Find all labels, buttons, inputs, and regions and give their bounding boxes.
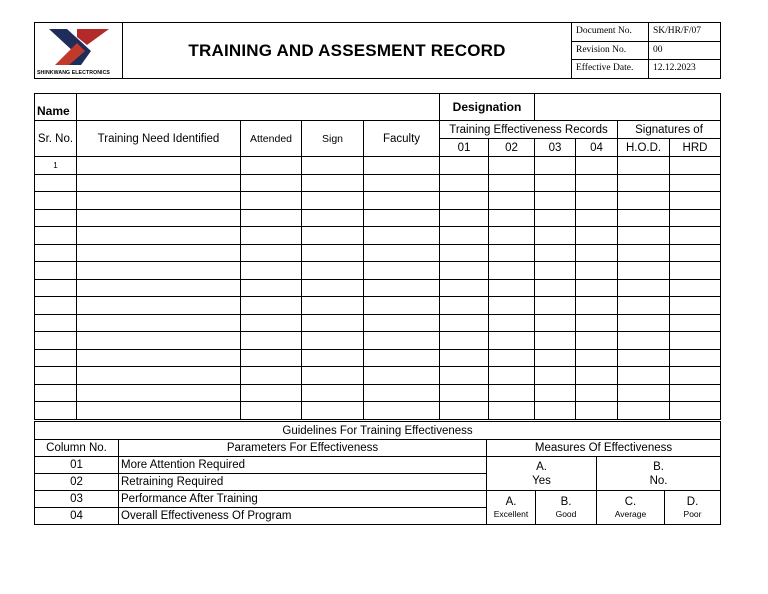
eff-04-cell[interactable] (576, 349, 618, 367)
hrd-sign-cell[interactable] (670, 384, 721, 402)
sign-cell[interactable] (302, 209, 364, 227)
eff-02-cell[interactable] (489, 279, 535, 297)
eff-03-cell[interactable] (535, 332, 576, 350)
hrd-sign-cell[interactable] (670, 157, 721, 175)
designation-field[interactable] (535, 94, 721, 121)
hrd-sign-cell[interactable] (670, 262, 721, 280)
attended-cell[interactable] (241, 174, 302, 192)
training-need-cell[interactable] (77, 157, 241, 175)
eff-02-cell[interactable] (489, 157, 535, 175)
training-need-cell[interactable] (77, 262, 241, 280)
meta-value: 00 (653, 45, 663, 55)
eff-03-cell[interactable] (535, 402, 576, 420)
name-label: Name (35, 94, 77, 121)
company-logo (35, 23, 123, 78)
attended-cell[interactable] (241, 297, 302, 315)
eff-04-cell[interactable] (576, 297, 618, 315)
meta-label: Effective Date. (576, 63, 634, 73)
col-header-eff-03: 03 (535, 139, 576, 157)
faculty-cell[interactable] (364, 349, 440, 367)
hrd-sign-cell[interactable] (670, 349, 721, 367)
param-text: Retraining Required (119, 474, 487, 491)
eff-04-cell[interactable] (576, 332, 618, 350)
hrd-sign-cell[interactable] (670, 314, 721, 332)
hod-sign-cell[interactable] (618, 262, 670, 280)
sign-cell[interactable] (302, 367, 364, 385)
training-need-cell[interactable] (77, 384, 241, 402)
sr-no-cell[interactable] (35, 297, 77, 315)
measure-no (597, 457, 721, 491)
eff-02-cell[interactable] (489, 174, 535, 192)
record-row (35, 367, 721, 385)
training-need-cell[interactable] (77, 209, 241, 227)
hod-sign-cell[interactable] (618, 349, 670, 367)
training-need-cell[interactable] (77, 244, 241, 262)
eff-01-cell[interactable] (440, 349, 489, 367)
sr-no-cell[interactable] (35, 349, 77, 367)
attended-cell[interactable] (241, 244, 302, 262)
guidelines-measures-header: Measures Of Effectiveness (487, 440, 721, 457)
attended-cell[interactable] (241, 402, 302, 420)
eff-02-cell[interactable] (489, 332, 535, 350)
record-row (35, 332, 721, 350)
record-row (35, 349, 721, 367)
eff-02-cell[interactable] (489, 314, 535, 332)
param-text: Performance After Training (119, 491, 487, 508)
measure-word: No. (649, 474, 668, 487)
record-row (35, 314, 721, 332)
hrd-sign-cell[interactable] (670, 367, 721, 385)
hrd-sign-cell[interactable] (670, 244, 721, 262)
hod-sign-cell[interactable] (618, 227, 670, 245)
eff-03-cell[interactable] (535, 209, 576, 227)
eff-01-cell[interactable] (440, 402, 489, 420)
sr-no-cell[interactable] (35, 262, 77, 280)
guidelines-title: Guidelines For Training Effectiveness (35, 422, 721, 440)
record-row (35, 384, 721, 402)
guidelines-params-header: Parameters For Effectiveness (119, 440, 487, 457)
guidelines-table (34, 421, 721, 525)
hrd-sign-cell[interactable] (670, 297, 721, 315)
col-header-hrd: HRD (670, 139, 721, 157)
sign-cell[interactable] (302, 297, 364, 315)
attended-cell[interactable] (241, 209, 302, 227)
grade-letter: D. (686, 496, 699, 508)
sign-cell[interactable] (302, 384, 364, 402)
grade-word: Good (555, 509, 577, 519)
faculty-cell[interactable] (364, 384, 440, 402)
grade-good (536, 491, 597, 525)
faculty-cell[interactable] (364, 402, 440, 420)
eff-01-cell[interactable] (440, 227, 489, 245)
attended-cell[interactable] (241, 314, 302, 332)
eff-03-cell[interactable] (535, 279, 576, 297)
param-col-no: 02 (35, 474, 119, 491)
hrd-sign-cell[interactable] (670, 192, 721, 210)
eff-04-cell[interactable] (576, 227, 618, 245)
eff-02-cell[interactable] (489, 192, 535, 210)
col-header-eff-04: 04 (576, 139, 618, 157)
eff-04-cell[interactable] (576, 402, 618, 420)
eff-01-cell[interactable] (440, 174, 489, 192)
sr-no-cell[interactable] (35, 279, 77, 297)
eff-02-cell[interactable] (489, 349, 535, 367)
eff-03-cell[interactable] (535, 227, 576, 245)
grade-excellent (487, 491, 536, 525)
faculty-cell[interactable] (364, 297, 440, 315)
eff-01-cell[interactable] (440, 209, 489, 227)
record-row (35, 279, 721, 297)
hrd-sign-cell[interactable] (670, 332, 721, 350)
eff-01-cell[interactable] (440, 192, 489, 210)
sign-cell[interactable] (302, 314, 364, 332)
sign-cell[interactable] (302, 262, 364, 280)
hod-sign-cell[interactable] (618, 244, 670, 262)
param-col-no: 03 (35, 491, 119, 508)
sign-cell[interactable] (302, 192, 364, 210)
eff-03-cell[interactable] (535, 314, 576, 332)
eff-02-cell[interactable] (489, 297, 535, 315)
col-header-hod: H.O.D. (618, 139, 670, 157)
sign-cell[interactable] (302, 402, 364, 420)
record-row (35, 402, 721, 420)
training-need-cell[interactable] (77, 192, 241, 210)
eff-04-cell[interactable] (576, 244, 618, 262)
attended-cell[interactable] (241, 384, 302, 402)
col-header-signatures-group: Signatures of (618, 121, 721, 139)
record-row (35, 209, 721, 227)
designation-label: Designation (440, 94, 535, 121)
sign-cell[interactable] (302, 349, 364, 367)
eff-04-cell[interactable] (576, 279, 618, 297)
training-need-cell[interactable] (77, 367, 241, 385)
eff-03-cell[interactable] (535, 244, 576, 262)
sr-no-cell[interactable] (35, 402, 77, 420)
hod-sign-cell[interactable] (618, 157, 670, 175)
hrd-sign-cell[interactable] (670, 402, 721, 420)
grade-word: Poor (683, 509, 702, 519)
measure-word: Yes (532, 474, 551, 487)
meta-value: 12.12.2023 (653, 63, 696, 73)
grade-word: Average (614, 509, 647, 519)
sr-no-cell[interactable] (35, 384, 77, 402)
attended-cell[interactable] (241, 349, 302, 367)
eff-01-cell[interactable] (440, 297, 489, 315)
sign-cell[interactable] (302, 332, 364, 350)
sign-cell[interactable] (302, 174, 364, 192)
record-row (35, 227, 721, 245)
sr-no-cell[interactable] (35, 314, 77, 332)
grade-poor (665, 491, 721, 525)
training-need-cell[interactable] (77, 227, 241, 245)
sr-no-cell[interactable]: 1 (35, 157, 77, 175)
training-need-cell[interactable] (77, 297, 241, 315)
eff-01-cell[interactable] (440, 157, 489, 175)
hod-sign-cell[interactable] (618, 332, 670, 350)
faculty-cell[interactable] (364, 192, 440, 210)
record-row (35, 244, 721, 262)
eff-03-cell[interactable] (535, 349, 576, 367)
col-header-effectiveness-group: Training Effectiveness Records (440, 121, 618, 139)
meta-effective-date (572, 59, 720, 78)
param-text: More Attention Required (119, 457, 487, 474)
faculty-cell[interactable] (364, 262, 440, 280)
training-need-cell[interactable] (77, 174, 241, 192)
attended-cell[interactable] (241, 279, 302, 297)
hrd-sign-cell[interactable] (670, 209, 721, 227)
document-title: TRAINING AND ASSESMENT RECORD (123, 23, 572, 78)
grade-average (597, 491, 665, 525)
hod-sign-cell[interactable] (618, 174, 670, 192)
faculty-cell[interactable] (364, 174, 440, 192)
sign-cell[interactable] (302, 157, 364, 175)
sr-no-cell[interactable] (35, 367, 77, 385)
col-header-attended: Attended (241, 121, 302, 157)
col-header-faculty: Faculty (364, 121, 440, 157)
attended-cell[interactable] (241, 157, 302, 175)
eff-03-cell[interactable] (535, 192, 576, 210)
record-row (35, 192, 721, 210)
faculty-cell[interactable] (364, 332, 440, 350)
eff-01-cell[interactable] (440, 332, 489, 350)
sign-cell[interactable] (302, 227, 364, 245)
eff-03-cell[interactable] (535, 367, 576, 385)
eff-04-cell[interactable] (576, 314, 618, 332)
eff-02-cell[interactable] (489, 402, 535, 420)
record-row (35, 174, 721, 192)
eff-02-cell[interactable] (489, 367, 535, 385)
eff-01-cell[interactable] (440, 244, 489, 262)
eff-01-cell[interactable] (440, 384, 489, 402)
grade-letter: C. (624, 496, 637, 508)
hod-sign-cell[interactable] (618, 279, 670, 297)
eff-03-cell[interactable] (535, 262, 576, 280)
param-text: Overall Effectiveness Of Program (119, 508, 487, 525)
faculty-cell[interactable] (364, 227, 440, 245)
sr-no-cell[interactable] (35, 227, 77, 245)
col-header-eff-02: 02 (489, 139, 535, 157)
meta-revision-no (572, 41, 720, 60)
hod-sign-cell[interactable] (618, 297, 670, 315)
col-header-sr-no: Sr. No. (35, 121, 77, 157)
measure-letter: B. (653, 460, 664, 473)
eff-04-cell[interactable] (576, 209, 618, 227)
hod-sign-cell[interactable] (618, 209, 670, 227)
measure-yes (487, 457, 597, 491)
faculty-cell[interactable] (364, 279, 440, 297)
training-need-cell[interactable] (77, 332, 241, 350)
eff-02-cell[interactable] (489, 384, 535, 402)
eff-04-cell[interactable] (576, 157, 618, 175)
eff-03-cell[interactable] (535, 384, 576, 402)
grade-word: Excellent (493, 509, 529, 519)
training-need-cell[interactable] (77, 279, 241, 297)
eff-04-cell[interactable] (576, 384, 618, 402)
attended-cell[interactable] (241, 332, 302, 350)
attended-cell[interactable] (241, 227, 302, 245)
record-row (35, 297, 721, 315)
training-need-cell[interactable] (77, 314, 241, 332)
eff-01-cell[interactable] (440, 279, 489, 297)
meta-label: Document No. (576, 26, 632, 36)
document-meta (572, 23, 720, 78)
param-col-no: 04 (35, 508, 119, 525)
sr-no-cell[interactable] (35, 192, 77, 210)
training-need-cell[interactable] (77, 402, 241, 420)
faculty-cell[interactable] (364, 157, 440, 175)
meta-label: Revision No. (576, 45, 627, 55)
hod-sign-cell[interactable] (618, 314, 670, 332)
eff-04-cell[interactable] (576, 174, 618, 192)
eff-02-cell[interactable] (489, 244, 535, 262)
name-field[interactable] (77, 94, 440, 121)
document-header (34, 22, 721, 79)
faculty-cell[interactable] (364, 314, 440, 332)
sr-no-cell[interactable] (35, 244, 77, 262)
eff-03-cell[interactable] (535, 157, 576, 175)
attended-cell[interactable] (241, 367, 302, 385)
col-header-eff-01: 01 (440, 139, 489, 157)
sr-no-cell[interactable] (35, 174, 77, 192)
record-row (35, 157, 721, 175)
eff-01-cell[interactable] (440, 367, 489, 385)
measure-letter: A. (536, 460, 547, 473)
grade-letter: A. (505, 496, 517, 508)
record-row (35, 262, 721, 280)
eff-02-cell[interactable] (489, 209, 535, 227)
faculty-cell[interactable] (364, 209, 440, 227)
training-record-table (34, 93, 721, 420)
attended-cell[interactable] (241, 192, 302, 210)
meta-value: SK/HR/F/07 (653, 26, 702, 36)
company-name: SHINKWANG ELECTRONICS (37, 70, 110, 76)
sr-no-cell[interactable] (35, 332, 77, 350)
eff-04-cell[interactable] (576, 192, 618, 210)
hrd-sign-cell[interactable] (670, 279, 721, 297)
sr-no-cell[interactable] (35, 209, 77, 227)
logo-mark-icon (47, 25, 111, 69)
eff-04-cell[interactable] (576, 367, 618, 385)
eff-04-cell[interactable] (576, 262, 618, 280)
eff-03-cell[interactable] (535, 297, 576, 315)
training-need-cell[interactable] (77, 349, 241, 367)
faculty-cell[interactable] (364, 367, 440, 385)
sign-cell[interactable] (302, 244, 364, 262)
eff-02-cell[interactable] (489, 262, 535, 280)
hod-sign-cell[interactable] (618, 402, 670, 420)
eff-01-cell[interactable] (440, 314, 489, 332)
eff-03-cell[interactable] (535, 174, 576, 192)
hod-sign-cell[interactable] (618, 192, 670, 210)
faculty-cell[interactable] (364, 244, 440, 262)
hod-sign-cell[interactable] (618, 367, 670, 385)
eff-01-cell[interactable] (440, 262, 489, 280)
meta-document-no (572, 23, 720, 41)
hrd-sign-cell[interactable] (670, 174, 721, 192)
guidelines-col-no-header: Column No. (35, 440, 119, 457)
eff-02-cell[interactable] (489, 227, 535, 245)
param-col-no: 01 (35, 457, 119, 474)
sign-cell[interactable] (302, 279, 364, 297)
hod-sign-cell[interactable] (618, 384, 670, 402)
hrd-sign-cell[interactable] (670, 227, 721, 245)
col-header-sign: Sign (302, 121, 364, 157)
grade-letter: B. (560, 496, 572, 508)
col-header-training-need: Training Need Identified (77, 121, 241, 157)
attended-cell[interactable] (241, 262, 302, 280)
